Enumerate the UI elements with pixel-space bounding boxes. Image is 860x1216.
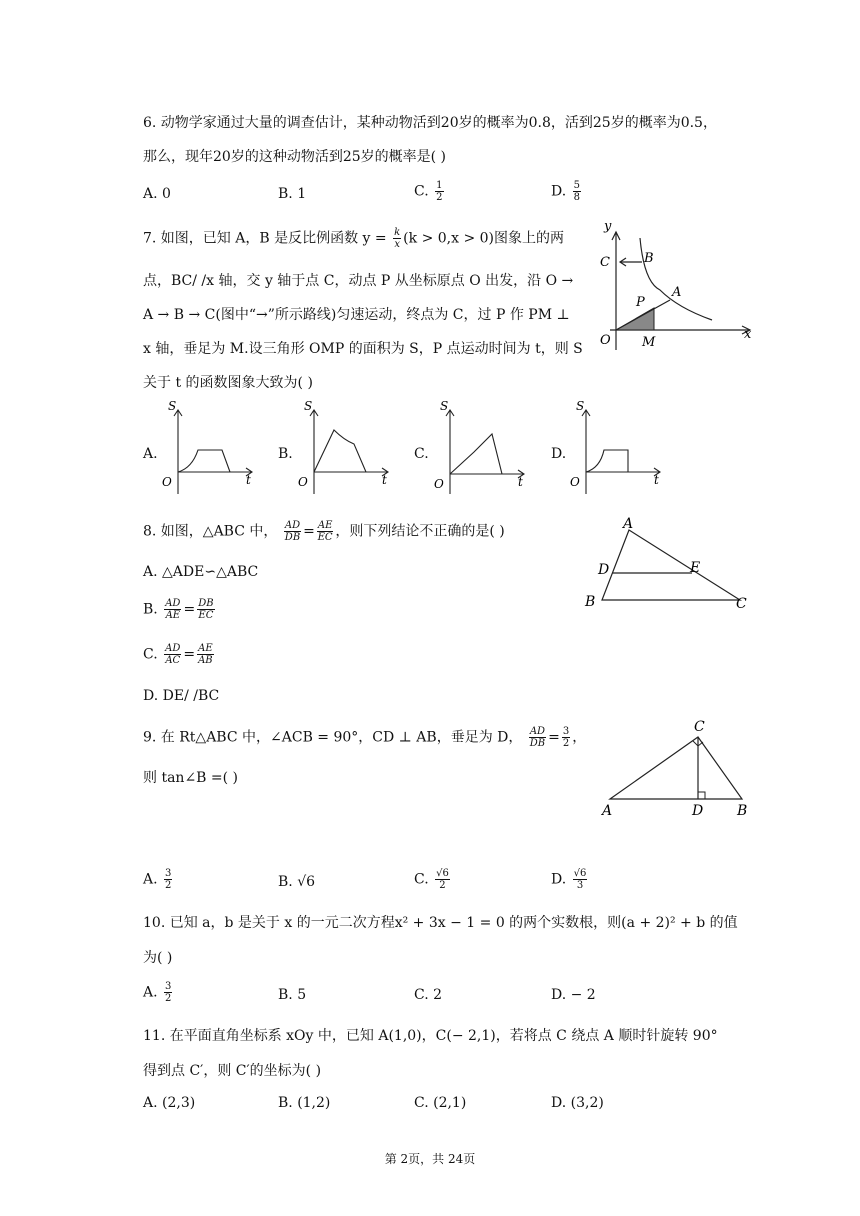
q8-figure: [580, 512, 760, 618]
q11-option-b: B. (1,2): [278, 1095, 331, 1111]
svg-text:t: t: [382, 473, 387, 487]
svg-text:S: S: [304, 399, 313, 413]
q10-option-c: C. 2: [414, 987, 443, 1003]
fig7-label-c: C: [600, 255, 610, 270]
q7-option-c-label: C.: [414, 446, 429, 462]
q11-option-c: C. (2,1): [414, 1095, 467, 1111]
fig9-label-d: D: [692, 803, 704, 819]
q9-option-d: D. $\frac{√6}{3}$: [551, 868, 587, 891]
q10-option-d: D. − 2: [551, 987, 596, 1003]
q8-option-b: B. $\frac{AD}{AE}$ = $\frac{DB}{EC}$: [143, 598, 214, 621]
fig7-label-y: y: [604, 219, 612, 234]
q9-option-b: B. √6: [278, 874, 316, 890]
q7-graph-b: [296, 399, 396, 497]
svg-text:S: S: [440, 399, 449, 413]
q7-figure: [590, 220, 760, 360]
q11-option-d: D. (3,2): [551, 1095, 604, 1111]
svg-text:O: O: [570, 475, 580, 489]
svg-text:S: S: [576, 399, 585, 413]
fig8-label-e: E: [690, 560, 701, 576]
q7-line4: x 轴，垂足为 M.设三角形 OMP 的面积为 S，P 点运动时间为 t，则 S: [143, 341, 583, 357]
q8-line1: 8. 如图，△ABC 中， $\frac{AD}{DB}$ = $\frac{AE}{EC}$ ，则下列结论不正确的是( ): [143, 520, 505, 543]
fig8-label-d: D: [598, 562, 610, 578]
fig7-label-b: B: [644, 251, 654, 266]
q6-option-c: C. $\frac{1}{2}$: [414, 180, 443, 203]
svg-text:O: O: [298, 475, 308, 489]
q7-line2: 点，BC/ /x 轴，交 y 轴于点 C，动点 P 从坐标原点 O 出发，沿 O →: [143, 273, 574, 289]
page-footer: 第 2页，共 24页: [384, 1152, 476, 1166]
q8-option-a: A. △ADE∽△ABC: [143, 564, 259, 580]
fig8-label-c: C: [736, 596, 747, 612]
q6-option-d: D. $\frac{5}{8}$: [551, 180, 581, 203]
fig7-label-x: x: [744, 327, 752, 342]
fig9-label-a: A: [602, 803, 613, 819]
q8-option-d: D. DE/ /BC: [143, 688, 220, 704]
fig7-label-a: A: [672, 285, 682, 300]
fig7-label-m: M: [642, 335, 656, 350]
q9-option-c: C. $\frac{√6}{2}$: [414, 868, 449, 891]
svg-text:t: t: [246, 473, 251, 487]
q11-option-a: A. (2,3): [143, 1095, 196, 1111]
q7-line1: 7. 如图，已知 A，B 是反比例函数 y = $\frac{k}{x}$ (k > 0,x > 0)图象上的两: [143, 227, 565, 250]
svg-text:O: O: [434, 477, 444, 491]
svg-text:t: t: [654, 473, 659, 487]
q6-line1: 6. 动物学家通过大量的调查估计，某种动物活到20岁的概率为0.8，活到25岁的概率为0.5，: [143, 115, 717, 131]
q7-graph-c: [432, 399, 532, 497]
q7-option-d-label: D.: [551, 446, 567, 462]
q11-line2: 得到点 C′，则 C′的坐标为( ): [143, 1063, 322, 1079]
q7-line5: 关于 t 的函数图象大致为( ): [143, 375, 313, 391]
q6-option-b: B. 1: [278, 186, 307, 202]
q11-line1: 11. 在平面直角坐标系 xOy 中，已知 A(1,0)，C(− 2,1)，若将点 C 绕点 A 顺时针旋转 90°: [143, 1028, 718, 1044]
q10-option-b: B. 5: [278, 987, 307, 1003]
q6-option-a: A. 0: [143, 186, 171, 202]
q9-line1: 9. 在 Rt△ABC 中，∠ACB = 90°，CD ⊥ AB，垂足为 D， $\frac{AD}{DB}$ = $\frac{3}{2}$ ，: [143, 726, 587, 749]
fig7-label-o: O: [600, 333, 611, 348]
q9-line2: 则 tan∠B =( ): [143, 770, 239, 786]
q7-line3: A → B → C(图中“→”所示路线)匀速运动，终点为 C，过 P 作 PM ⊥: [143, 307, 570, 323]
q10-option-a: A. $\frac{3}{2}$: [143, 981, 172, 1004]
fig8-label-a: A: [623, 516, 634, 532]
q9-figure: [596, 715, 761, 820]
q8-option-c: C. $\frac{AD}{AC}$ = $\frac{AE}{AB}$: [143, 643, 213, 666]
q10-line2: 为( ): [143, 950, 173, 966]
q7-graph-d: [568, 399, 668, 497]
q6-line2: 那么，现年20岁的这种动物活到25岁的概率是( ): [143, 149, 447, 165]
fig8-label-b: B: [585, 594, 596, 610]
fig9-label-b: B: [737, 803, 748, 819]
svg-text:O: O: [162, 475, 172, 489]
q7-option-b-label: B.: [278, 446, 293, 462]
fig9-label-c: C: [694, 719, 705, 735]
fig7-label-p: P: [636, 295, 645, 310]
q7-graph-a: [160, 399, 260, 497]
q9-option-a: A. $\frac{3}{2}$: [143, 868, 172, 891]
q10-line1: 10. 已知 a，b 是关于 x 的一元二次方程x² + 3x − 1 = 0 的两个实数根，则(a + 2)² + b 的值: [143, 915, 738, 931]
q7-option-a-label: A.: [143, 446, 158, 462]
svg-text:S: S: [168, 399, 177, 413]
svg-text:t: t: [518, 475, 523, 489]
